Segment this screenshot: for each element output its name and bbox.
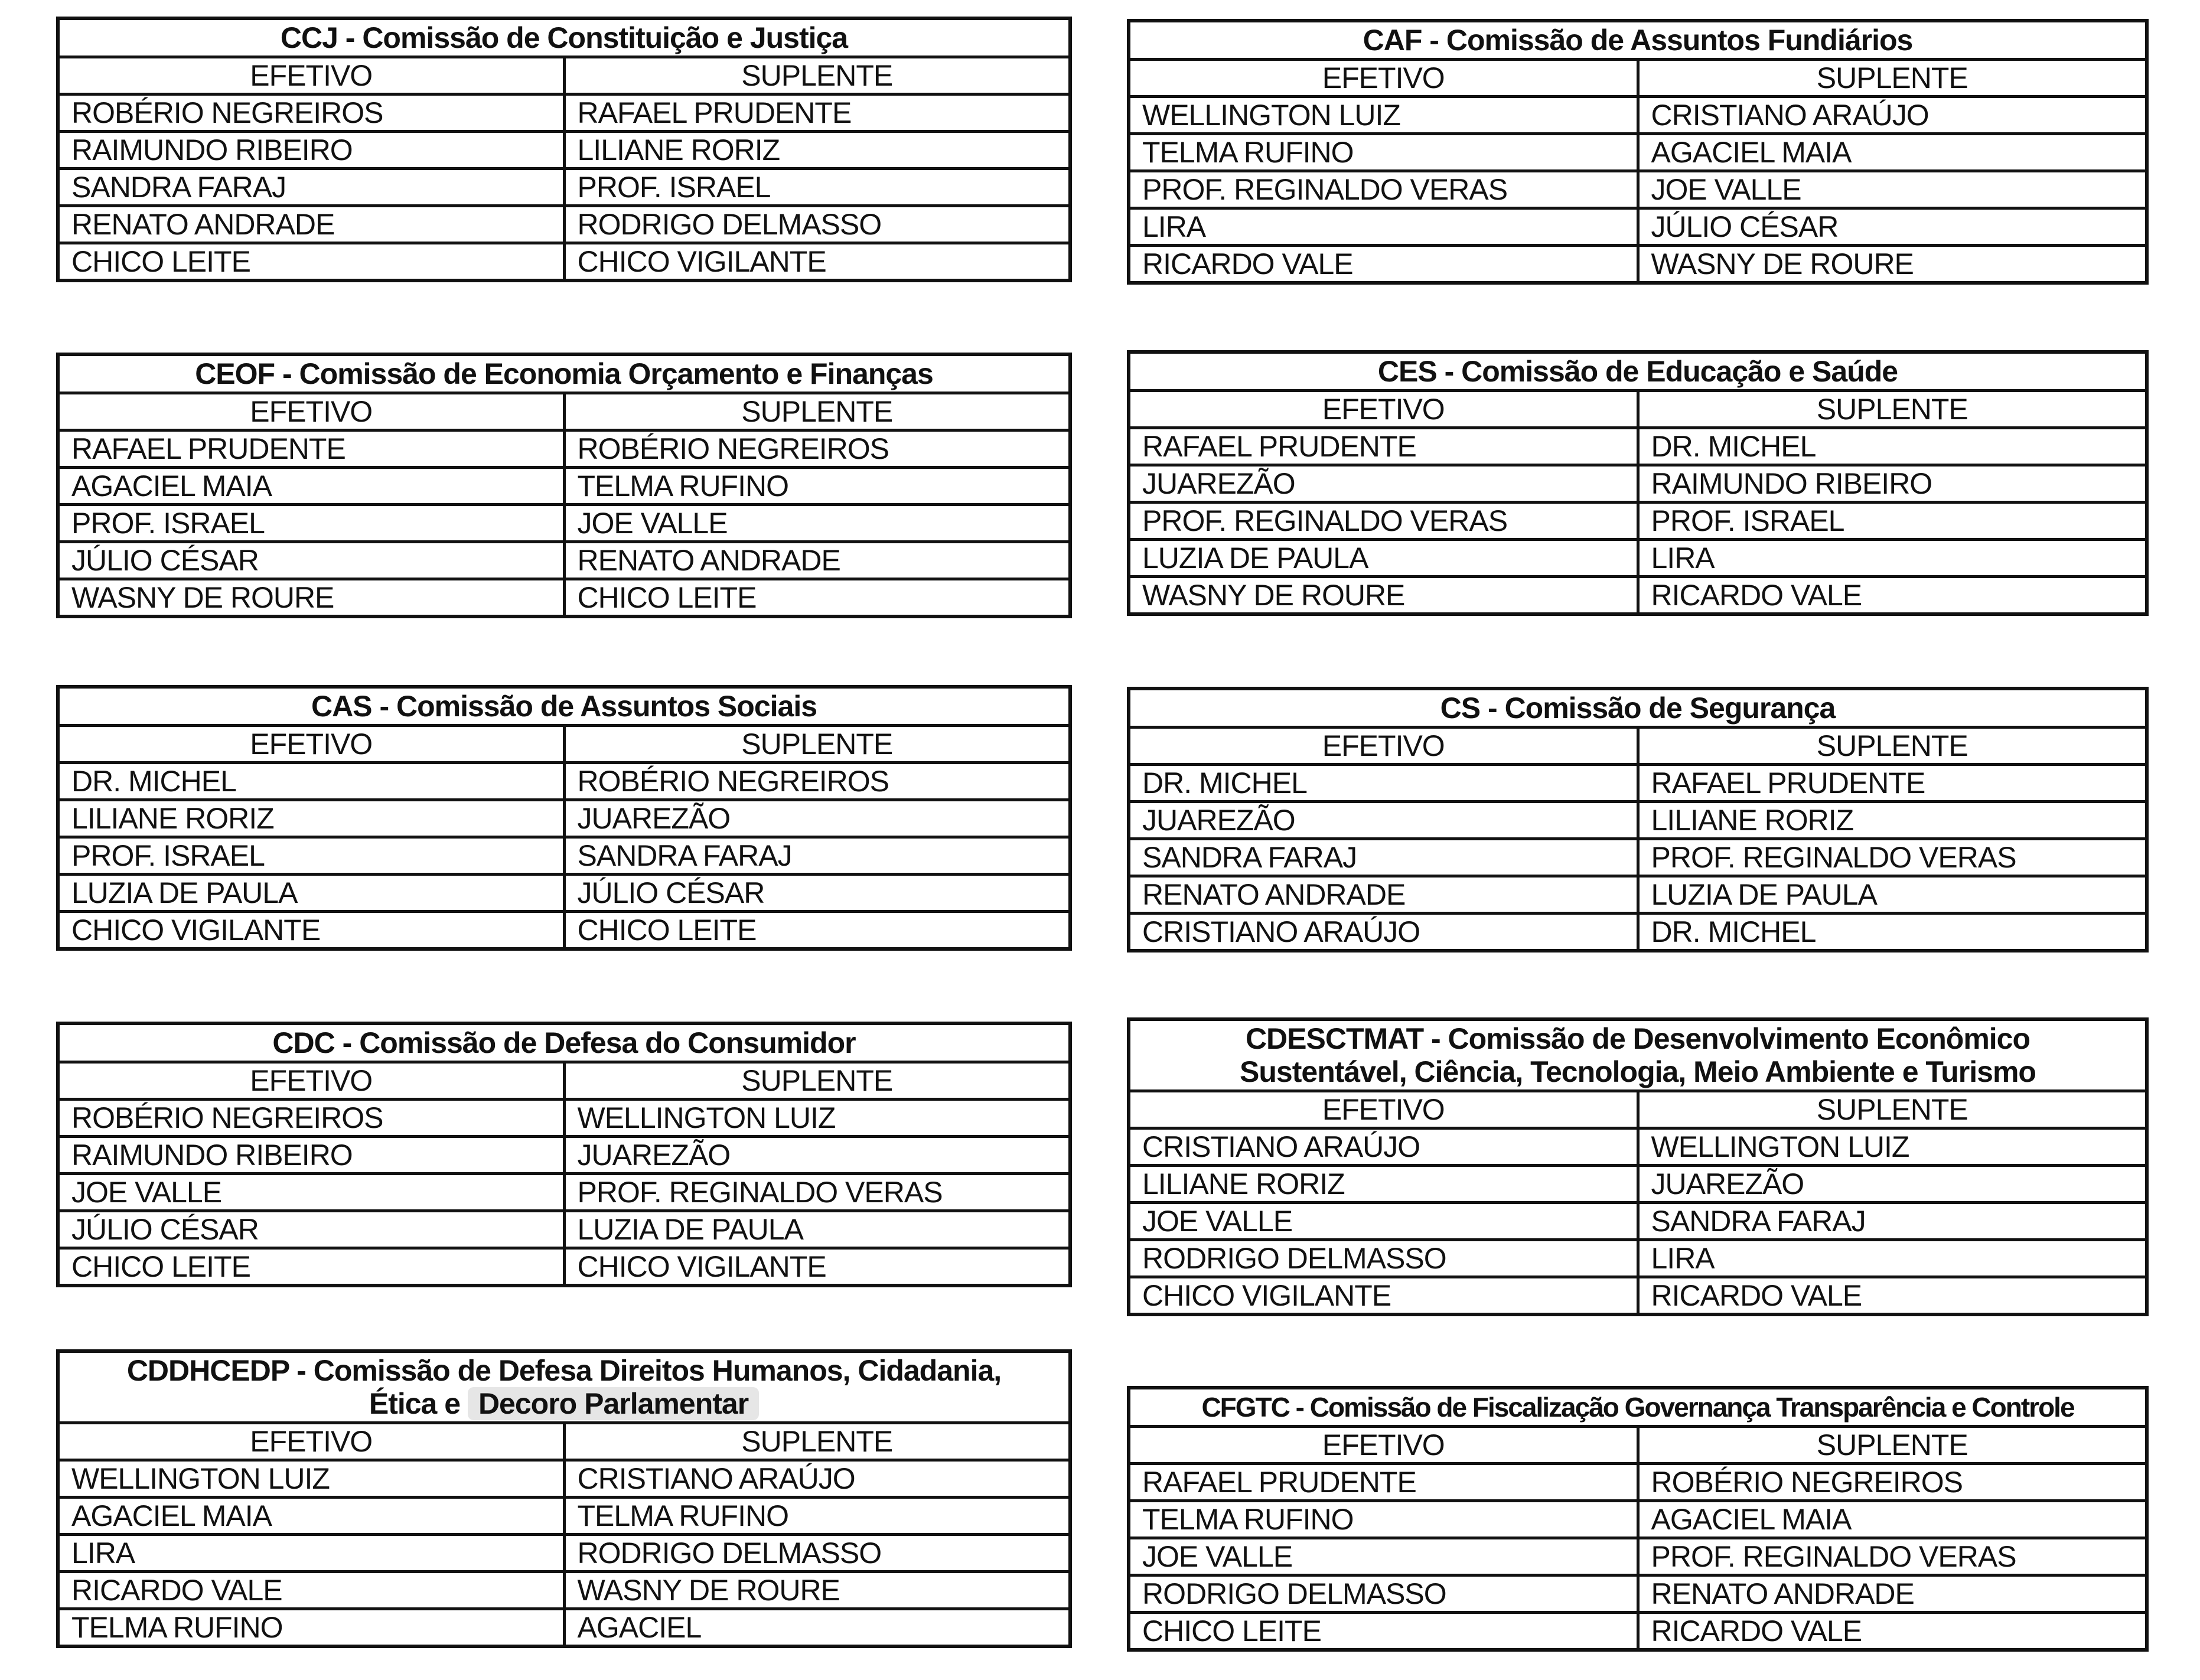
suplente-member: RICARDO VALE (1638, 1613, 2147, 1650)
suplente-member: LIRA (1638, 1240, 2147, 1277)
table-row (1129, 839, 2147, 876)
table-row (58, 1572, 1070, 1609)
committee-code: CAF (1363, 24, 1422, 57)
committee-title (1129, 1019, 2147, 1091)
suplente-header: SUPLENTE (1638, 1427, 2147, 1464)
table-row (1129, 1538, 2147, 1575)
committee-title (1129, 21, 2147, 60)
suplente-header: SUPLENTE (564, 726, 1070, 763)
suplente-header: SUPLENTE (564, 1423, 1070, 1460)
efetivo-member: JUAREZÃO (1129, 802, 1638, 839)
efetivo-member: RAFAEL PRUDENTE (1129, 1464, 1638, 1501)
efetivo-member: RODRIGO DELMASSO (1129, 1240, 1638, 1277)
committee-title (1129, 689, 2147, 728)
table-row (1129, 1613, 2147, 1650)
efetivo-header: EFETIVO (1129, 60, 1638, 97)
title-separator: - (1423, 1022, 1448, 1055)
suplente-member: RENATO ANDRADE (564, 542, 1070, 579)
suplente-member: JUAREZÃO (1638, 1166, 2147, 1203)
title-separator: - (371, 690, 396, 723)
title-separator: - (1422, 24, 1446, 57)
efetivo-member: PROF. REGINALDO VERAS (1129, 171, 1638, 208)
suplente-member: RAFAEL PRUDENTE (1638, 765, 2147, 802)
efetivo-member: ROBÉRIO NEGREIROS (58, 94, 564, 132)
committee-code: CAS (311, 690, 372, 723)
efetivo-member: RAFAEL PRUDENTE (58, 430, 564, 468)
suplente-header: SUPLENTE (1638, 728, 2147, 765)
committee-code: CFGTC (1201, 1392, 1289, 1423)
table-row (1129, 97, 2147, 134)
table-row (58, 1211, 1070, 1248)
suplente-member: LILIANE RORIZ (564, 132, 1070, 169)
suplente-member: RODRIGO DELMASSO (564, 206, 1070, 243)
efetivo-member: RAIMUNDO RIBEIRO (58, 132, 564, 169)
table-row (1129, 134, 2147, 171)
efetivo-member: DR. MICHEL (58, 763, 564, 800)
suplente-member: TELMA RUFINO (564, 468, 1070, 505)
table-row (1129, 1575, 2147, 1613)
table-row (58, 1100, 1070, 1137)
committee-name-line1: Comissão de Desenvolvimento Econômico (1448, 1022, 2030, 1055)
committee-code: CDDHCEDP (126, 1354, 289, 1387)
suplente-member: RAFAEL PRUDENTE (564, 94, 1070, 132)
title-separator: - (337, 21, 363, 54)
table-row (58, 800, 1070, 837)
table-row (58, 1535, 1070, 1572)
title-separator: - (1480, 691, 1505, 725)
committee-name: Comissão de Economia Orçamento e Finanças (299, 357, 933, 390)
table-row (58, 763, 1070, 800)
efetivo-member: ROBÉRIO NEGREIROS (58, 1100, 564, 1137)
committee-table-cdc (56, 1022, 1072, 1287)
efetivo-member: PROF. REGINALDO VERAS (1129, 503, 1638, 540)
suplente-member: DR. MICHEL (1638, 914, 2147, 951)
suplente-member: DR. MICHEL (1638, 428, 2147, 465)
efetivo-member: LILIANE RORIZ (1129, 1166, 1638, 1203)
committee-title (58, 354, 1070, 393)
suplente-header: SUPLENTE (1638, 60, 2147, 97)
suplente-member: AGACIEL MAIA (1638, 134, 2147, 171)
table-row (1129, 1166, 2147, 1203)
table-row (1129, 1277, 2147, 1315)
committee-title (58, 1351, 1070, 1423)
efetivo-member: WASNY DE ROURE (1129, 577, 1638, 615)
suplente-member: JOE VALLE (564, 505, 1070, 542)
suplente-member: WASNY DE ROURE (1638, 246, 2147, 283)
suplente-member: WASNY DE ROURE (564, 1572, 1070, 1609)
table-row (1129, 1240, 2147, 1277)
efetivo-member: JUAREZÃO (1129, 465, 1638, 503)
table-row (1129, 577, 2147, 615)
suplente-header: SUPLENTE (1638, 1091, 2147, 1128)
efetivo-member: LILIANE RORIZ (58, 800, 564, 837)
table-row (1129, 1203, 2147, 1240)
suplente-header: SUPLENTE (1638, 391, 2147, 428)
committee-code: CCJ (280, 21, 338, 54)
suplente-member: CRISTIANO ARAÚJO (564, 1460, 1070, 1498)
committee-name-line2b: Decoro Parlamentar (468, 1387, 759, 1420)
table-row (58, 505, 1070, 542)
table-row (1129, 428, 2147, 465)
suplente-member: PROF. ISRAEL (1638, 503, 2147, 540)
efetivo-member: WELLINGTON LUIZ (58, 1460, 564, 1498)
suplente-member: JUAREZÃO (564, 1137, 1070, 1174)
efetivo-member: TELMA RUFINO (58, 1609, 564, 1647)
efetivo-header: EFETIVO (1129, 391, 1638, 428)
table-row (58, 875, 1070, 912)
efetivo-member: JÚLIO CÉSAR (58, 542, 564, 579)
suplente-member: LUZIA DE PAULA (1638, 876, 2147, 914)
suplente-header: SUPLENTE (564, 393, 1070, 430)
table-row (58, 542, 1070, 579)
efetivo-member: LIRA (1129, 208, 1638, 246)
title-separator: - (289, 1354, 314, 1387)
efetivo-header: EFETIVO (1129, 1091, 1638, 1128)
efetivo-header: EFETIVO (58, 1423, 564, 1460)
suplente-member: PROF. REGINALDO VERAS (564, 1174, 1070, 1211)
committee-name: Comissão de Assuntos Sociais (396, 690, 817, 723)
suplente-member: CHICO VIGILANTE (564, 243, 1070, 281)
efetivo-member: CHICO LEITE (1129, 1613, 1638, 1650)
suplente-member: SANDRA FARAJ (1638, 1203, 2147, 1240)
table-row (58, 1248, 1070, 1286)
efetivo-member: JOE VALLE (1129, 1203, 1638, 1240)
efetivo-header: EFETIVO (1129, 728, 1638, 765)
table-row (58, 132, 1070, 169)
table-row (58, 94, 1070, 132)
table-row (1129, 465, 2147, 503)
table-row (1129, 876, 2147, 914)
committee-code: CS (1440, 691, 1481, 725)
suplente-member: CHICO VIGILANTE (564, 1248, 1070, 1286)
efetivo-member: LUZIA DE PAULA (58, 875, 564, 912)
table-row (58, 169, 1070, 206)
efetivo-member: SANDRA FARAJ (58, 169, 564, 206)
suplente-member: TELMA RUFINO (564, 1498, 1070, 1535)
committee-name-line2a: Ética e (369, 1387, 468, 1420)
committee-table-ces (1127, 350, 2149, 616)
efetivo-member: TELMA RUFINO (1129, 1501, 1638, 1538)
efetivo-member: JÚLIO CÉSAR (58, 1211, 564, 1248)
committee-table-cs (1127, 687, 2149, 952)
efetivo-member: AGACIEL MAIA (58, 1498, 564, 1535)
efetivo-member: RENATO ANDRADE (1129, 876, 1638, 914)
efetivo-member: RODRIGO DELMASSO (1129, 1575, 1638, 1613)
committee-title (58, 687, 1070, 726)
committee-code: CEOF (195, 357, 275, 390)
table-row (1129, 914, 2147, 951)
table-row (1129, 171, 2147, 208)
committee-code: CDESCTMAT (1245, 1022, 1424, 1055)
table-row (1129, 765, 2147, 802)
suplente-member: ROBÉRIO NEGREIROS (1638, 1464, 2147, 1501)
efetivo-member: DR. MICHEL (1129, 765, 1638, 802)
suplente-member: RODRIGO DELMASSO (564, 1535, 1070, 1572)
efetivo-member: JOE VALLE (1129, 1538, 1638, 1575)
suplente-member: WELLINGTON LUIZ (1638, 1128, 2147, 1166)
committee-name: Comissão de Fiscalização Governança Transparência e Controle (1309, 1392, 2074, 1423)
committee-table-cfgtc (1127, 1386, 2149, 1652)
suplente-header: SUPLENTE (564, 1062, 1070, 1100)
efetivo-member: RICARDO VALE (1129, 246, 1638, 283)
suplente-member: LUZIA DE PAULA (564, 1211, 1070, 1248)
title-separator: - (1289, 1392, 1310, 1423)
committee-code: CDC (272, 1026, 335, 1059)
efetivo-member: LIRA (58, 1535, 564, 1572)
committee-name: Comissão de Constituição e Justiça (362, 21, 848, 54)
suplente-member: PROF. REGINALDO VERAS (1638, 1538, 2147, 1575)
title-separator: - (1436, 355, 1462, 388)
suplente-member: JOE VALLE (1638, 171, 2147, 208)
committee-table-cas (56, 685, 1072, 951)
table-row (1129, 1128, 2147, 1166)
committee-title (58, 18, 1070, 57)
table-row (58, 243, 1070, 281)
efetivo-member: CHICO VIGILANTE (1129, 1277, 1638, 1315)
efetivo-member: JOE VALLE (58, 1174, 564, 1211)
efetivo-member: RENATO ANDRADE (58, 206, 564, 243)
table-row (1129, 802, 2147, 839)
table-row (58, 837, 1070, 875)
efetivo-member: AGACIEL MAIA (58, 468, 564, 505)
efetivo-member: CHICO LEITE (58, 1248, 564, 1286)
efetivo-member: WELLINGTON LUIZ (1129, 97, 1638, 134)
suplente-member: RICARDO VALE (1638, 577, 2147, 615)
table-row (1129, 246, 2147, 283)
committee-name-line1: Comissão de Defesa Direitos Humanos, Cidadania, (313, 1354, 1002, 1387)
efetivo-member: SANDRA FARAJ (1129, 839, 1638, 876)
committee-name-line2: Sustentável, Ciência, Tecnologia, Meio Ambiente e Turismo (1240, 1055, 2036, 1088)
table-row (58, 579, 1070, 617)
title-separator: - (334, 1026, 360, 1059)
efetivo-header: EFETIVO (58, 1062, 564, 1100)
table-row (58, 1609, 1070, 1647)
efetivo-member: CHICO VIGILANTE (58, 912, 564, 950)
efetivo-header: EFETIVO (58, 57, 564, 94)
committee-name: Comissão de Segurança (1504, 691, 1836, 725)
efetivo-member: RAIMUNDO RIBEIRO (58, 1137, 564, 1174)
suplente-member: AGACIEL MAIA (1638, 1501, 2147, 1538)
efetivo-member: LUZIA DE PAULA (1129, 540, 1638, 577)
table-row (58, 912, 1070, 950)
efetivo-header: EFETIVO (58, 726, 564, 763)
suplente-member: CHICO LEITE (564, 912, 1070, 950)
suplente-member: JÚLIO CÉSAR (564, 875, 1070, 912)
efetivo-header: EFETIVO (1129, 1427, 1638, 1464)
committee-code: CES (1377, 355, 1437, 388)
table-row (1129, 208, 2147, 246)
committee-title (1129, 1388, 2147, 1427)
suplente-member: PROF. ISRAEL (564, 169, 1070, 206)
suplente-member: ROBÉRIO NEGREIROS (564, 430, 1070, 468)
suplente-member: PROF. REGINALDO VERAS (1638, 839, 2147, 876)
efetivo-member: CHICO LEITE (58, 243, 564, 281)
suplente-member: ROBÉRIO NEGREIROS (564, 763, 1070, 800)
table-row (58, 1460, 1070, 1498)
table-row (1129, 503, 2147, 540)
efetivo-member: RAFAEL PRUDENTE (1129, 428, 1638, 465)
suplente-member: RAIMUNDO RIBEIRO (1638, 465, 2147, 503)
title-separator: - (275, 357, 299, 390)
table-row (58, 1174, 1070, 1211)
committee-title (58, 1023, 1070, 1062)
committee-table-ceof (56, 353, 1072, 618)
suplente-member: CHICO LEITE (564, 579, 1070, 617)
suplente-member: RENATO ANDRADE (1638, 1575, 2147, 1613)
committee-table-ccj (56, 17, 1072, 282)
efetivo-member: CRISTIANO ARAÚJO (1129, 1128, 1638, 1166)
suplente-header: SUPLENTE (564, 57, 1070, 94)
committee-name: Comissão de Educação e Saúde (1461, 355, 1898, 388)
table-row (1129, 540, 2147, 577)
efetivo-member: PROF. ISRAEL (58, 505, 564, 542)
table-row (1129, 1501, 2147, 1538)
table-row (58, 1137, 1070, 1174)
committee-name: Comissão de Assuntos Fundiários (1446, 24, 1913, 57)
committee-table-cddhcedp (56, 1349, 1072, 1648)
table-row (58, 468, 1070, 505)
table-row (58, 1498, 1070, 1535)
suplente-member: LIRA (1638, 540, 2147, 577)
suplente-member: JÚLIO CÉSAR (1638, 208, 2147, 246)
efetivo-member: WASNY DE ROURE (58, 579, 564, 617)
committee-name: Comissão de Defesa do Consumidor (359, 1026, 856, 1059)
suplente-member: RICARDO VALE (1638, 1277, 2147, 1315)
table-row (1129, 1464, 2147, 1501)
committee-title (1129, 352, 2147, 391)
efetivo-member: PROF. ISRAEL (58, 837, 564, 875)
suplente-member: WELLINGTON LUIZ (564, 1100, 1070, 1137)
efetivo-member: RICARDO VALE (58, 1572, 564, 1609)
suplente-member: AGACIEL (564, 1609, 1070, 1647)
table-row (58, 430, 1070, 468)
efetivo-member: CRISTIANO ARAÚJO (1129, 914, 1638, 951)
suplente-member: JUAREZÃO (564, 800, 1070, 837)
suplente-member: SANDRA FARAJ (564, 837, 1070, 875)
committee-table-caf (1127, 19, 2149, 285)
efetivo-member: TELMA RUFINO (1129, 134, 1638, 171)
suplente-member: CRISTIANO ARAÚJO (1638, 97, 2147, 134)
committee-table-cdesctmat (1127, 1017, 2149, 1316)
efetivo-header: EFETIVO (58, 393, 564, 430)
suplente-member: LILIANE RORIZ (1638, 802, 2147, 839)
table-row (58, 206, 1070, 243)
